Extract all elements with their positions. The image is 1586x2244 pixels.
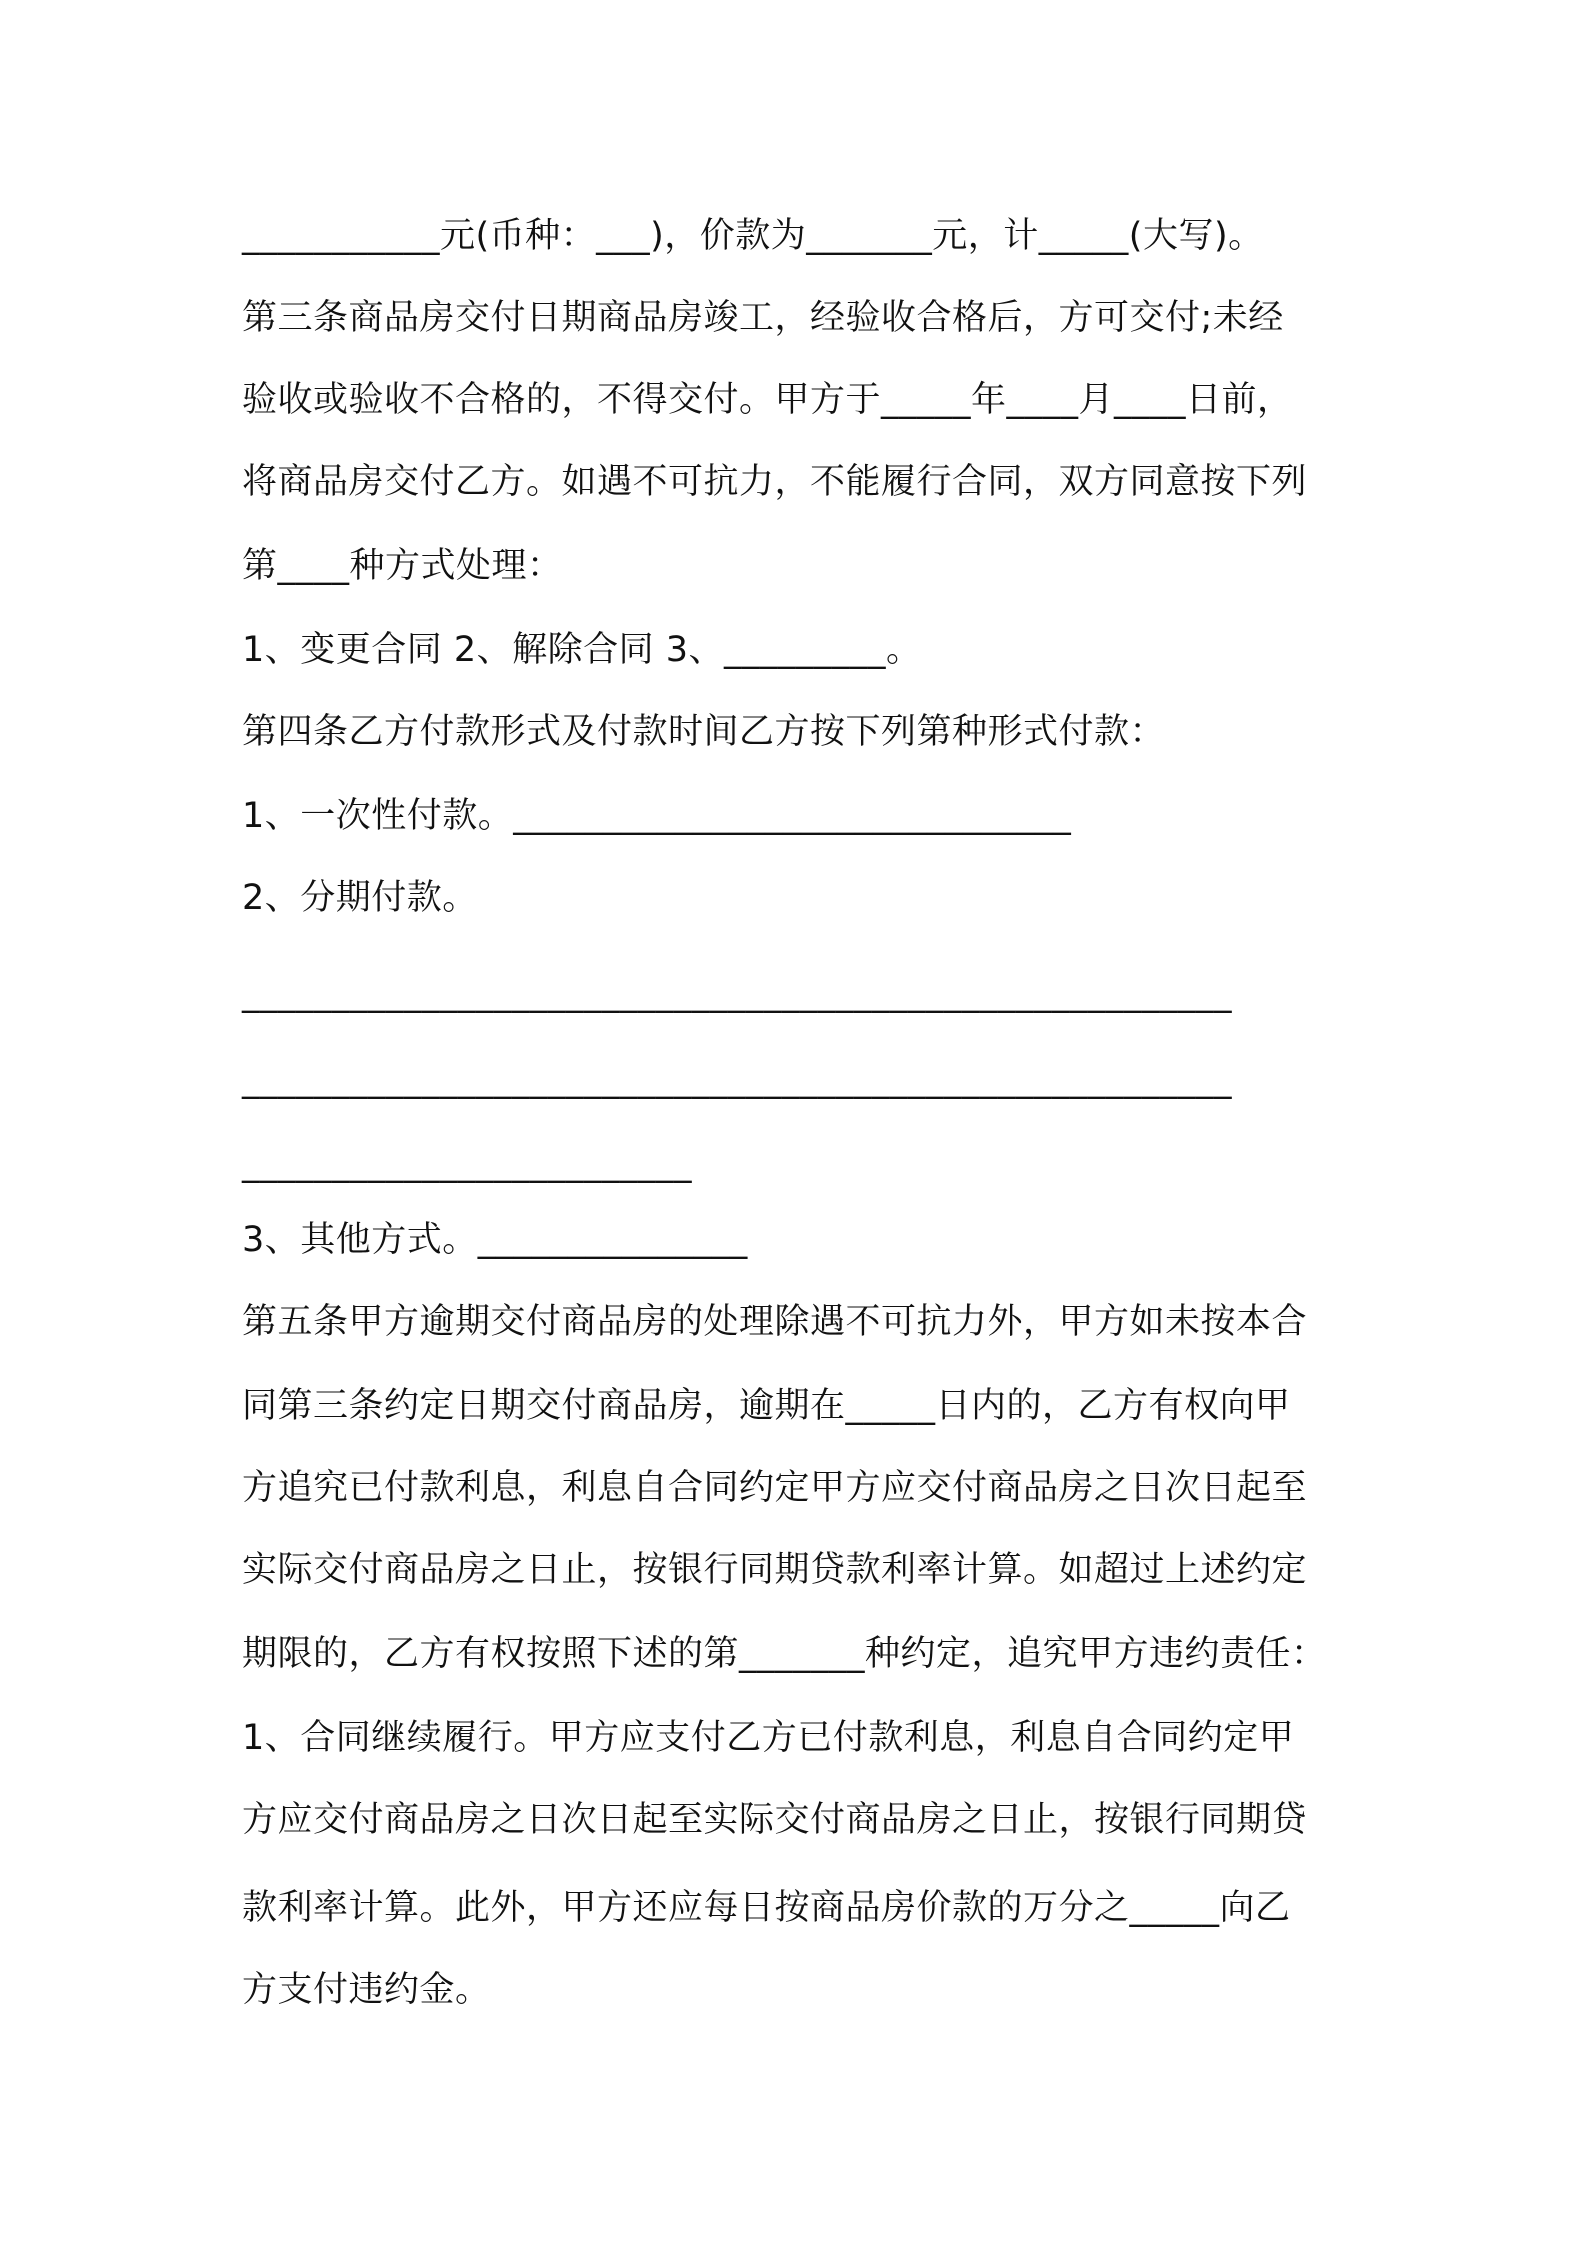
contract-line-3: 验收或验收不合格的，不得交付。甲方于_____年____月____日前， <box>242 380 1293 420</box>
contract-line-14: 第五条甲方逾期交付商品房的处理除遇不可抗力外，甲方如未按本合 <box>242 1302 1308 1342</box>
contract-line-17: 实际交付商品房之日止，按银行同期贷款利率计算。如超过上述约定 <box>242 1550 1308 1590</box>
contract-line-2: 第三条商品房交付日期商品房竣工，经验收合格后，方可交付;未经 <box>242 298 1284 338</box>
contract-line-11: _______________________________________________________ <box>242 1060 1232 1100</box>
contract-line-5: 第____种方式处理： <box>242 546 563 586</box>
contract-line-13: 3、其他方式。_______________ <box>242 1220 748 1260</box>
contract-line-16: 方追究已付款利息，利息自合同约定甲方应交付商品房之日次日起至 <box>242 1468 1308 1508</box>
contract-line-6: 1、变更合同 2、解除合同 3、_________。 <box>242 630 922 670</box>
contract-line-15: 同第三条约定日期交付商品房，逾期在_____日内的，乙方有权向甲 <box>242 1386 1291 1426</box>
contract-line-7: 第四条乙方付款形式及付款时间乙方按下列第种形式付款： <box>242 712 1166 752</box>
contract-line-21: 款利率计算。此外，甲方还应每日按商品房价款的万分之_____向乙 <box>242 1888 1291 1928</box>
contract-line-20: 方应交付商品房之日次日起至实际交付商品房之日止，按银行同期贷 <box>242 1800 1308 1840</box>
contract-line-18: 期限的，乙方有权按照下述的第_______种约定，追究甲方违约责任： <box>242 1634 1327 1674</box>
contract-line-22: 方支付违约金。 <box>242 1970 491 2010</box>
contract-line-19: 1、合同继续履行。甲方应支付乙方已付款利息，利息自合同约定甲 <box>242 1718 1295 1758</box>
contract-line-8: 1、一次性付款。_______________________________ <box>242 796 1072 836</box>
contract-line-1: ___________元(币种：___)，价款为_______元，计_____(大写)。 <box>242 216 1264 256</box>
contract-line-9: 2、分期付款。 <box>242 878 478 918</box>
contract-line-4: 将商品房交付乙方。如遇不可抗力，不能履行合同，双方同意按下列 <box>242 462 1308 502</box>
contract-line-12: _________________________ <box>242 1144 692 1184</box>
contract-line-10: _______________________________________________________ <box>242 974 1232 1014</box>
